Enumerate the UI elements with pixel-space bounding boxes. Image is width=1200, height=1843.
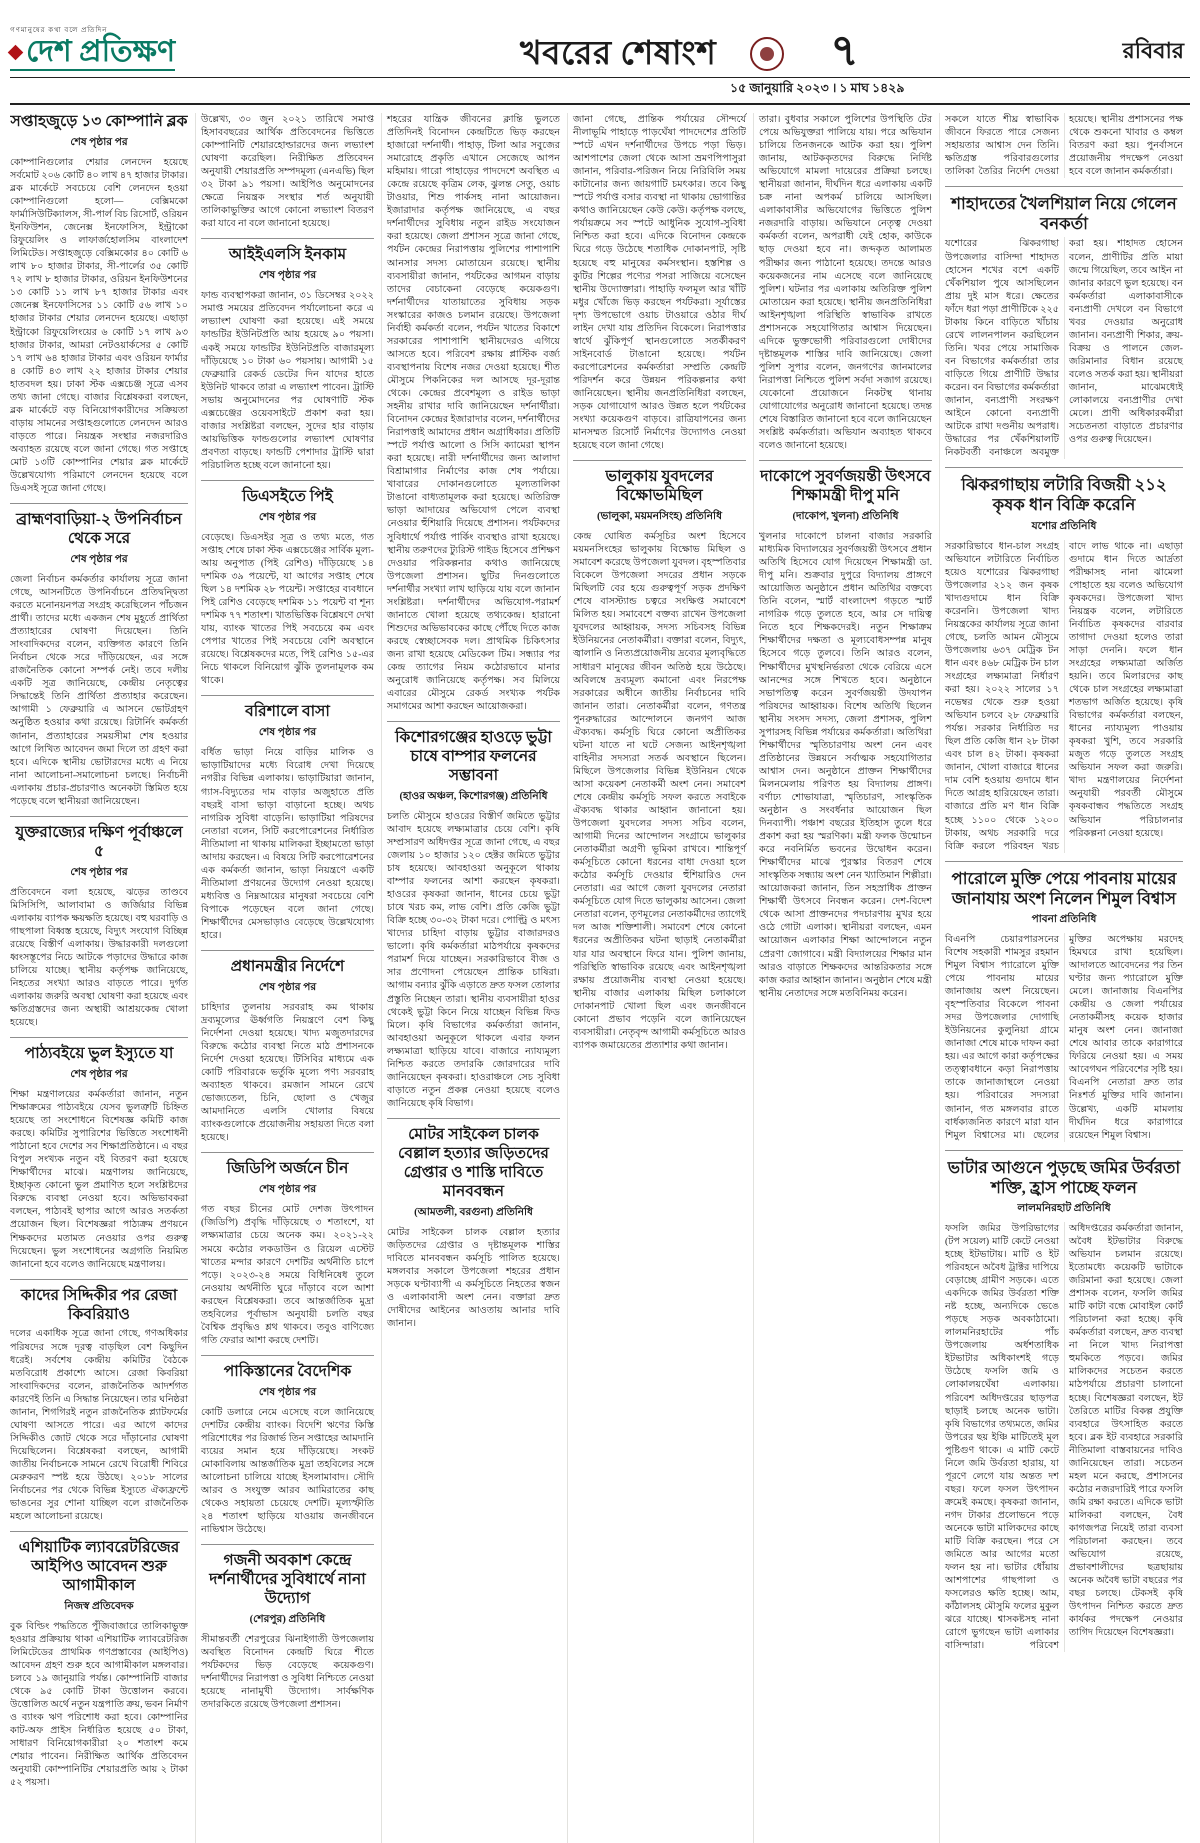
article-body: ফসলি জমির উপরিভাগের (টপ সয়েল) মাটি কেটে নেওয়া হচ্ছে ইটভাটায়। মাটি ও ইট পরিবহনে অবৈধ ট্রাক্টর দাপিয়ে বেড়াচ্ছে গ্রামীণ সড়কে। এতে একদিকে জমির উর্বরতা শক্তি নষ্ট হচ্ছে, অন্যদিকে ভেঙে পড়ছে সড়ক অবকাঠামো। লালমনিরহাটের পাঁচ উপজেলায় অর্ধশতাধিক ইটভাটার অধিকাংশই গড়ে উঠেছে ফসলি জমি ও লোকালয়ঘেঁষা এলাকায়। পরিবেশ অধিদপ্তরের ছাড়পত্র ছাড়াই চলছে অনেক ভাটা। কৃষি বিভাগের তথ্যমতে, জমির উপরের ছয় ইঞ্চি মাটিতেই মূল পুষ্টিগুণ থাকে। এ মাটি কেটে নিলে জমি উর্বরতা হারায়, যা পূরণে লেগে যায় অন্তত দশ বছর। ফলে ফসল উৎপাদন ক্রমেই কমছে। কৃষকরা জানান, নগদ টাকার প্রলোভনে পড়ে অনেকে ভাটা মালিকদের কাছে মাটি বিক্রি করছেন। পরে সে জমিতে আর আগের মতো ফলন হয় না। ভাটার ধোঁয়ায় আশপাশের গাছপালা ও ফসলেরও ক্ষতি হচ্ছে। আম, কাঁঠালসহ মৌসুমি ফলের মুকুল ঝরে যাচ্ছে। শ্বাসকষ্টসহ নানা রোগে ভুগছেন ভাটা এলাকার বাসিন্দারা। পরিবেশ অধিদপ্তরের কর্মকর্তারা জানান, অবৈধ ইটভাটার বিরুদ্ধে অভিযান চলমান রয়েছে। ইতোমধ্যে কয়েকটি ভাটাকে জরিমানা করা হয়েছে। জেলা প্রশাসক বলেন, ফসলি জমির মাটি কাটা বন্ধে মোবাইল কোর্ট পরিচালনা করা হচ্ছে। কৃষি কর্মকর্তারা বলছেন, দ্রুত ব্যবস্থা না নিলে খাদ্য নিরাপত্তা হুমকিতে পড়বে। জমির মালিকদের সচেতন করতে মাঠপর্যায়ে প্রচারণা চালানো হচ্ছে। বিশেষজ্ঞরা বলছেন, ইট তৈরিতে মাটির বিকল্প প্রযুক্তি ব্যবহারে উৎসাহিত করতে হবে। ব্লক ইট ব্যবহারে সরকারি নীতিমালা বাস্তবায়নের দাবিও জানিয়েছেন তারা। সচেতন মহল মনে করছে, প্রশাসনের কঠোর নজরদারিই পারে ফসলি জমি রক্ষা করতে। এদিকে ভাটা মালিকরা বলছেন, বৈধ কাগজপত্র নিয়েই তারা ব্যবসা পরিচালনা করছেন। তবে অভিযোগ রয়েছে, প্রভাবশালীদের ছত্রছায়ায় অনেক অবৈধ ভাটা বছরের পর বছর চলছে। টেকসই কৃষি উৎপাদন নিশ্চিত করতে দ্রুত কার্যকর পদক্ষেপ নেওয়ার তাগিদ দিয়েছেন বিশেষজ্ঞরা। (945, 1222, 1183, 1652)
article-dateline: শেষ পৃষ্ঠার পর (70, 553, 128, 565)
article-dateline: (ভালুকা, ময়মনসিংহ) প্রতিনিধি (597, 511, 722, 523)
article (945, 186, 1183, 459)
emblem-icon (750, 37, 784, 71)
article-body: চাহিদার তুলনায় সরবরাহ কম থাকায় দ্রব্যমূল্যের ঊর্ধ্বগতি নিয়ন্ত্রণে বেশ কিছু নির্দেশনা দেওয়া হয়েছে। খাদ্য মজুতদারদের বিরুদ্ধে কঠোর ব্যবস্থা নিতে মাঠ প্রশাসনকে নির্দেশ দেওয়া হয়েছে। টিসিবির মাধ্যমে এক কোটি পরিবারকে ভর্তুকি মূল্যে পণ্য সরবরাহ অব্যাহত থাকবে। রমজান সামনে রেখে ভোজ্যতেল, চিনি, ছোলা ও খেজুর আমদানিতে এলসি খোলার বিষয়ে ব্যাংকগুলোকে প্রয়োজনীয় সহায়তা দিতে বলা হয়েছে। (201, 1001, 374, 1144)
article (387, 721, 560, 1110)
article-dateline: (দাকোপ, খুলনা) প্রতিনিধি (792, 511, 899, 523)
article-body: বুক বিল্ডিং পদ্ধতিতে পুঁজিবাজারে তালিকাভুক্ত হওয়ার প্রক্রিয়ায় থাকা এশিয়াটিক ল্যাবরেটরিজ লিমিটেডের প্রাথমিক গণপ্রস্তাবের (আইপিও) আবেদন গ্রহণ শুরু হবে আগামীকাল মঙ্গলবার। চলবে ১৯ জানুয়ারি পর্যন্ত। কোম্পানিটি বাজার থেকে ৯৫ কোটি টাকা উত্তোলন করবে। উত্তোলিত অর্থে নতুন যন্ত্রপাতি ক্রয়, ভবন নির্মাণ ও ব্যাংক ঋণ পরিশোধ করা হবে। কোম্পানির কাট-অফ প্রাইস নির্ধারিত হয়েছে ৫০ টাকা, সাধারণ বিনিয়োগকারীরা ২০ শতাংশ কমে শেয়ার পাবেন। নিরীক্ষিত আর্থিক প্রতিবেদন অনুযায়ী কোম্পানিটির শেয়ারপ্রতি আয় ২ টাকা ৫২ পয়সা। (10, 1620, 188, 1789)
article-dateline: শেষ পৃষ্ঠার পর (70, 866, 128, 878)
article-headline: গজনী অবকাশ কেন্দ্রে দর্শনার্থীদের সুবিধার্থে নানা উদ্যোগ (209, 1552, 366, 1608)
article (201, 480, 374, 687)
article-dateline: শেষ পৃষ্ঠার পর (70, 136, 128, 148)
article-body: শহরের যান্ত্রিক জীবনের ক্লান্তি ভুলতে প্রতিদিনই বিনোদন কেন্দ্রটিতে ভিড় করছেন হাজারো দর্শনার্থী। পাহাড়, টিলা আর সবুজের সমারোহে প্রকৃতি এখানে সেজেছে আপন মহিমায়। গারো পাহাড়ের পাদদেশে অবস্থিত এ কেন্দ্রে রয়েছে কৃত্রিম লেক, ঝুলন্ত সেতু, ওয়াচ টাওয়ার, শিশু পার্কসহ নানা আয়োজন। ইজারাদার কর্তৃপক্ষ জানিয়েছে, এ বছর দর্শনার্থীদের সুবিধায় নতুন রাইড সংযোজন করা হয়েছে। জেলা প্রশাসন সূত্রে জানা গেছে, পর্যটন কেন্দ্রের নিরাপত্তায় পুলিশের পাশাপাশি আনসার সদস্য মোতায়েন রয়েছে। স্থানীয় ব্যবসায়ীরা জানান, পর্যটকের আগমন বাড়ায় তাদের বেচাকেনা বেড়েছে কয়েকগুণ। দর্শনার্থীদের যাতায়াতের সুবিধায় সড়ক সংস্কারের কাজও চলমান রয়েছে। উপজেলা নির্বাহী কর্মকর্তা বলেন, পর্যটন খাতের বিকাশে সরকারের পাশাপাশি স্থানীয়দেরও এগিয়ে আসতে হবে। পরিবেশ রক্ষায় প্লাস্টিক বর্জ্য ব্যবস্থাপনায় বিশেষ নজর দেওয়া হয়েছে। শীত মৌসুমে পিকনিকের দল আসছে দূর-দূরান্ত থেকে। কেন্দ্রের প্রবেশমূল্য ও রাইড ভাড়া সহনীয় রাখার দাবি জানিয়েছেন দর্শনার্থীরা। বিনোদন কেন্দ্রের ইজারাদার বলেন, দর্শনার্থীদের নিরাপত্তাই আমাদের প্রধান অগ্রাধিকার। প্রতিটি স্পটে পর্যাপ্ত আলো ও সিসি ক্যামেরা স্থাপন করা হয়েছে। নারী দর্শনার্থীদের জন্য আলাদা বিশ্রামাগার নির্মাণের কাজ শেষ পর্যায়ে। খাবারের দোকানগুলোতে মূল্যতালিকা টাঙানো বাধ্যতামূলক করা হয়েছে। অতিরিক্ত ভাড়া আদায়ের অভিযোগ পেলে ব্যবস্থা নেওয়ার হুঁশিয়ারি দিয়েছে প্রশাসন। পর্যটকদের সুবিধার্থে পর্যাপ্ত পার্কিং ব্যবস্থাও রাখা হয়েছে। স্থানীয় তরুণদের ট্যুরিস্ট গাইড হিসেবে প্রশিক্ষণ দেওয়ার পরিকল্পনার কথাও জানিয়েছে উপজেলা প্রশাসন। ছুটির দিনগুলোতে দর্শনার্থীর সংখ্যা লাখ ছাড়িয়ে যায় বলে জানান সংশ্লিষ্টরা। দর্শনার্থীদের অভিযোগ-পরামর্শ জানাতে খোলা হয়েছে তথ্যকেন্দ্র। হারানো শিশুদের অভিভাবকের কাছে পৌঁছে দিতে কাজ করছে স্বেচ্ছাসেবক দল। প্রাথমিক চিকিৎসার জন্য রাখা হয়েছে মেডিকেল টিম। সন্ধ্যার পর কেন্দ্র ত্যাগের নিয়ম কঠোরভাবে মানার অনুরোধ জানিয়েছে কর্তৃপক্ষ। সব মিলিয়ে এবারের মৌসুমে রেকর্ড সংখ্যক পর্যটক সমাগমের আশা করছেন আয়োজকরা। (387, 114, 560, 713)
article (201, 1544, 374, 1711)
article (201, 695, 374, 942)
article-body: ফান্ড ব্যবস্থাপকরা জানান, ৩১ ডিসেম্বর ২০২২ সমাপ্ত সময়ের প্রতিবেদন পর্যালোচনা করে এ লভ্যাংশ ঘোষণা করা হয়েছে। এই সময়ে ফান্ডটির ইউনিটপ্রতি আয় হয়েছে ৯০ পয়সা। একই সময়ে ফান্ডটির ইউনিটপ্রতি বাজারমূল্য দাঁড়িয়েছে ১০ টাকা ৬০ পয়সায়। আগামী ১৫ ফেব্রুয়ারি রেকর্ড ডেটের দিন যাদের হাতে ইউনিট থাকবে তারা এ লভ্যাংশ পাবেন। ট্রাস্টি সভায় অনুমোদনের পর ঘোষণাটি স্টক এক্সচেঞ্জের ওয়েবসাইটে প্রকাশ করা হয়। বাজার সংশ্লিষ্টরা বলছেন, সুদের হার বাড়ায় আয়ভিত্তিক ফান্ডগুলোর লভ্যাংশ ঘোষণার প্রবণতা বাড়ছে। ফান্ডটি পেশাদার ট্রাস্টি দ্বারা পরিচালিত হচ্ছে বলে জানানো হয়। (201, 290, 374, 471)
article-body: দলের একাধিক সূত্রে জানা গেছে, গণঅধিকার পরিষদের সঙ্গে দূরত্ব বাড়ছিল বেশ কিছুদিন ধরেই। সর্বশেষ কেন্দ্রীয় কমিটির বৈঠকে মতবিরোধ প্রকাশ্যে আসে। রেজা কিবরিয়া সাংবাদিকদের বলেন, রাজনৈতিক আদর্শগত কারণেই তিনি এ সিদ্ধান্ত নিয়েছেন। তার ঘনিষ্ঠরা জানান, শিগগিরই নতুন রাজনৈতিক প্ল্যাটফর্মের ঘোষণা আসতে পারে। এর আগে কাদের সিদ্দিকীও জোট থেকে সরে দাঁড়ানোর ঘোষণা দিয়েছিলেন। বিশ্লেষকরা বলছেন, আগামী জাতীয় নির্বাচনকে সামনে রেখে বিরোধী শিবিরে মেরুকরণ স্পষ্ট হয়ে উঠছে। ২০১৮ সালের নির্বাচনের পর থেকে বিভিন্ন ইস্যুতে ঐক্যফ্রন্টে ভাঙনের সুর শোনা যাচ্ছিল বলে রাজনৈতিক মহলে আলোচনা রয়েছে। (10, 1328, 188, 1523)
articles-grid (10, 113, 1190, 1843)
article-dateline: (শেরপুর) প্রতিনিধি (249, 1614, 326, 1625)
article-headline: পাকিস্তানের বৈদেশিক (223, 1362, 352, 1380)
article-headline: পারোলে মুক্তি পেয়ে পাবনায় মায়ের জানাযায় অংশ নিলেন শিমুল বিশ্বাস (951, 868, 1177, 908)
article-body: বেড়েছে। ডিএসইর সূত্র ও তথ্য মতে, গত সপ্তাহ শেষে ঢাকা স্টক এক্সচেঞ্জের সার্বিক মূল্য-আয় অনুপাত (পিই রেশিও) দাঁড়িয়েছে ১৪ দশমিক ৩৯ পয়েন্টে, যা আগের সপ্তাহ শেষে ছিল ১৪ দশমিক ২৮ পয়েন্ট। সপ্তাহের ব্যবধানে পিই রেশিও বেড়েছে দশমিক ১১ পয়েন্ট বা শূন্য দশমিক ৭৭ শতাংশ। খাতভিত্তিক বিশ্লেষণে দেখা যায়, ব্যাংক খাতের পিই সবচেয়ে কম এবং পেপার খাতের পিই সবচেয়ে বেশি অবস্থানে রয়েছে। বিশ্লেষকদের মতে, পিই রেশিও ১৫-এর নিচে থাকলে বিনিয়োগ ঝুঁকি তুলনামূলক কম থাকে। (201, 531, 374, 687)
masthead-row (10, 24, 1190, 76)
article (387, 1118, 560, 1330)
page-title: খবরের শেষাংশ (520, 36, 717, 72)
column-3 (382, 113, 568, 1843)
logo-text: দেশ প্রতিক্ষণ (26, 35, 176, 68)
article (10, 1037, 188, 1271)
article (201, 1355, 374, 1536)
column-5 (754, 113, 940, 1843)
article-body: সকলে যাতে শীঘ্র স্বাভাবিক জীবনে ফিরতে পারে সেজন্য সহায়তার আশ্বাস দেন তিনি। ক্ষতিগ্রস্ত পরিবারগুলোর তালিকা তৈরির নির্দেশ দেওয়া হয়েছে। স্থানীয় প্রশাসনের পক্ষ থেকে শুকনো খাবার ও কম্বল বিতরণ করা হয়। পুনর্বাসনে প্রয়োজনীয় পদক্ষেপ নেওয়া হবে বলে জানান কর্মকর্তারা। (945, 114, 1183, 178)
article-dateline: (হাওর অঞ্চল, কিশোরগঞ্জ) প্রতিনিধি (399, 790, 548, 802)
brand-mark-icon (8, 44, 24, 60)
article (10, 1531, 188, 1789)
article-dateline: শেষ পৃষ্ঠার পর (258, 981, 317, 993)
article (10, 1279, 188, 1524)
article (10, 113, 188, 495)
article (759, 460, 932, 1000)
logo-tagline: গণমানুষের কথা বলে প্রতিদিন (10, 26, 108, 34)
article-headline: কাদের সিদ্দিকীর পর রেজা কিবরিয়াও (20, 1286, 178, 1323)
article-headline: বরিশালে বাসা (245, 703, 330, 721)
article-body: বিএনপি চেয়ারপারসনের বিশেষ সহকারী শামসুর রহমান শিমুল বিশ্বাস প্যারোলে মুক্তি পেয়ে পাবনায় মায়ের জানাজায় অংশ নিয়েছেন। বৃহস্পতিবার বিকেলে পাবনা সদর উপজেলার দোগাছি ইউনিয়নের কুলুনিয়া গ্রামে জানাজা শেষে মাকে দাফন করা হয়। এর আগে কারা কর্তৃপক্ষের তত্ত্বাবধানে কড়া নিরাপত্তায় তাকে জানাজাস্থলে নেওয়া হয়। পরিবারের সদস্যরা জানান, গত মঙ্গলবার রাতে বার্ধক্যজনিত কারণে মারা যান শিমুল বিশ্বাসের মা। ছেলের মুক্তির অপেক্ষায় মরদেহ হিমঘরে রাখা হয়েছিল। আদালতে আবেদনের পর তিন ঘণ্টার জন্য প্যারোলে মুক্তি মেলে। জানাজায় বিএনপির কেন্দ্রীয় ও জেলা পর্যায়ের নেতাকর্মীসহ কয়েক হাজার মানুষ অংশ নেন। জানাজা শেষে আবার তাকে কারাগারে ফিরিয়ে নেওয়া হয়। এ সময় আবেগঘন পরিবেশের সৃষ্টি হয়। বিএনপি নেতারা দ্রুত তার নিঃশর্ত মুক্তির দাবি জানান। উল্লেখ্য, একটি মামলায় দীর্ঘদিন ধরে কারাগারে রয়েছেন শিমুল বিশ্বাস। (945, 933, 1183, 1141)
emblem-dot-icon (760, 47, 774, 61)
article-dateline: শেষ পৃষ্ঠার পর (258, 511, 317, 523)
article-body: চলতি মৌসুমে হাওরের বিস্তীর্ণ জমিতে ভুট্টার আবাদ হয়েছে লক্ষ্যমাত্রার চেয়ে বেশি। কৃষি সম্প্রসারণ অধিদপ্তর সূত্রে জানা গেছে, এ বছর জেলায় ১০ হাজার ১২০ হেক্টর জমিতে ভুট্টার চাষ হয়েছে। আবহাওয়া অনুকূলে থাকায় বাম্পার ফলনের আশা করছেন কৃষকরা। হাওরের কৃষকরা জানান, ধানের চেয়ে ভুট্টা চাষে খরচ কম, লাভ বেশি। প্রতি কেজি ভুট্টা বিক্রি হচ্ছে ৩০-৩২ টাকা দরে। পোল্ট্রি ও মৎস্য খাদ্যের চাহিদা বাড়ায় ভুট্টার বাজারদরও ভালো। কৃষি কর্মকর্তারা মাঠপর্যায়ে কৃষকদের পরামর্শ দিয়ে যাচ্ছেন। সরকারিভাবে বীজ ও সার প্রণোদনা পেয়েছেন প্রান্তিক চাষিরা। আগাম বন্যার ঝুঁকি এড়াতে দ্রুত ফসল তোলার প্রস্তুতি নিচ্ছেন তারা। স্থানীয় ব্যবসায়ীরা হাওর থেকেই ভুট্টা কিনে নিয়ে যাচ্ছেন বিভিন্ন ফিড মিলে। কৃষি বিভাগের কর্মকর্তারা জানান, আবহাওয়া অনুকূলে থাকলে এবার ফলন লক্ষ্যমাত্রা ছাড়িয়ে যাবে। বাজারে ন্যায্যমূল্য নিশ্চিত করতে তদারকি জোরদারের দাবি জানিয়েছেন কৃষকরা। হাওরাঞ্চলে সেচ সুবিধা বাড়াতে নতুন প্রকল্প নেওয়া হয়েছে বলেও জানিয়েছে কৃষি বিভাগ। (387, 810, 560, 1109)
article-headline: শাহাদতের খৈলশিয়াল নিয়ে গেলেন বনকর্তা (951, 194, 1177, 234)
article-headline: ঝিকরগাছায় লটারি বিজয়ী ২১২ কৃষক ধান বিক্রি করেনি (961, 475, 1167, 515)
article-dateline: পাবনা প্রতিনিধি (1031, 913, 1097, 925)
page-header (10, 24, 1190, 105)
article-body: বর্ধিত ভাড়া নিয়ে বাড়ির মালিক ও ভাড়াটিয়াদের মধ্যে বিরোধ দেখা দিয়েছে নগরীর বিভিন্ন এলাকায়। ভাড়াটিয়ারা জানান, গ্যাস-বিদ্যুতের দাম বাড়ার অজুহাতে প্রতি বছরই বাসা ভাড়া বাড়ানো হচ্ছে। অথচ নাগরিক সুবিধা বাড়েনি। ভাড়াটিয়া পরিষদের নেতারা বলেন, সিটি করপোরেশনের নির্ধারিত নীতিমালা না থাকায় মালিকরা ইচ্ছামতো ভাড়া আদায় করছেন। এ বিষয়ে সিটি করপোরেশনের এক কর্মকর্তা জানান, ভাড়া নিয়ন্ত্রণে একটি নীতিমালা প্রণয়নের উদ্যোগ নেওয়া হয়েছে। মধ্যবিত্ত ও নিম্নআয়ের মানুষরা সবচেয়ে বেশি বিপাকে পড়েছেন বলে জানা গেছে। শিক্ষার্থীদের মেসভাড়াও বেড়েছে উল্লেখযোগ্য হারে। (201, 747, 374, 942)
article-body: মোটর সাইকেল চালক বেল্লাল হত্যার জড়িতদের গ্রেপ্তার ও দৃষ্টান্তমূলক শাস্তির দাবিতে মানববন্ধন কর্মসূচি পালিত হয়েছে। মঙ্গলবার সকালে উপজেলা শহরের প্রধান সড়কে ঘণ্টাব্যাপী এ কর্মসূচিতে নিহতের স্বজন ও এলাকাবাসী অংশ নেন। বক্তারা দ্রুত দোষীদের আইনের আওতায় আনার দাবি জানান। (387, 1226, 560, 1329)
article-body: শিক্ষা মন্ত্রণালয়ের কর্মকর্তারা জানান, নতুন শিক্ষাক্রমের পাঠ্যবইয়ে যেসব ভুলত্রুটি চিহ্নিত হয়েছে তা সংশোধনে বিশেষজ্ঞ কমিটি কাজ করছে। কমিটির সুপারিশের ভিত্তিতে সংশোধনী পাঠানো হবে দেশের সব শিক্ষাপ্রতিষ্ঠানে। এ বছর বিপুল সংখ্যক নতুন বই বিতরণ করা হয়েছে শিক্ষার্থীদের মাঝে। মন্ত্রণালয় জানিয়েছে, ইচ্ছাকৃত কোনো ভুল প্রমাণিত হলে সংশ্লিষ্টদের বিরুদ্ধে ব্যবস্থা নেওয়া হবে। অভিভাবকরা বলছেন, পাঠ্যবই ছাপার আগে আরও সতর্কতা প্রয়োজন ছিল। বিশেষজ্ঞরা পাঠ্যক্রম প্রণয়নে শিক্ষকদের মতামত নেওয়ার ওপর গুরুত্ব দিয়েছেন। ভুল সংশোধনের অগ্রগতি নিয়মিত জানানো হবে বলেও জানিয়েছে মন্ত্রণালয়। (10, 1089, 188, 1270)
article-headline: প্রধানমন্ত্রীর নির্দেশে (230, 958, 345, 976)
article-headline: পাঠ্যবইয়ে ভুল ইস্যুতে যা (24, 1045, 174, 1063)
logo-name-row (10, 37, 175, 71)
article-body: তারা। বুধবার সকালে পুলিশের উপস্থিতি টের পেয়ে অভিযুক্তরা পালিয়ে যায়। পরে অভিযান চালিয়ে তিনজনকে আটক করা হয়। পুলিশ জানায়, আটককৃতদের বিরুদ্ধে নির্দিষ্ট অভিযোগে মামলা দায়েরের প্রক্রিয়া চলছে। স্থানীয়রা জানান, দীর্ঘদিন ধরে এলাকায় একটি চক্র নানা অপকর্ম চালিয়ে আসছিল। এলাকাবাসীর অভিযোগের ভিত্তিতে পুলিশ নজরদারি বাড়ায়। অভিযানে নেতৃত্ব দেওয়া কর্মকর্তা বলেন, অপরাধী যেই হোক, কাউকে ছাড় দেওয়া হবে না। জব্দকৃত আলামত পরীক্ষার জন্য পাঠানো হয়েছে। তদন্তে আরও কয়েকজনের নাম এসেছে বলে জানিয়েছে পুলিশ। ঘটনার পর এলাকায় অতিরিক্ত পুলিশ মোতায়েন করা হয়েছে। স্থানীয় জনপ্রতিনিধিরা আইনশৃঙ্খলা পরিস্থিতি স্বাভাবিক রাখতে প্রশাসনকে সহযোগিতার আশ্বাস দিয়েছেন। এদিকে ভুক্তভোগী পরিবারগুলো দোষীদের দৃষ্টান্তমূলক শাস্তির দাবি জানিয়েছে। জেলা পুলিশ সুপার বলেন, জনগণের জানমালের নিরাপত্তা নিশ্চিতে পুলিশ সর্বদা সজাগ রয়েছে। যেকোনো প্রয়োজনে নিকটস্থ থানায় যোগাযোগের অনুরোধ জানানো হয়েছে। তদন্ত শেষে বিস্তারিত জানানো হবে বলে জানিয়েছেন সংশ্লিষ্ট কর্মকর্তারা। অভিযান অব্যাহত থাকবে বলেও জানানো হয়েছে। (759, 114, 932, 452)
article (573, 460, 746, 1052)
page-number: ৭ (830, 26, 859, 76)
weekday-label: রবিবার (1122, 38, 1184, 63)
date-line: ১৫ জানুয়ারি ২০২৩ । ১ মাঘ ১৪২৯ (730, 81, 905, 95)
article-headline: ভালুকায় যুবদলের বিক্ষোভমিছিল (605, 468, 714, 505)
article (10, 816, 188, 1029)
article-dateline: যশোর প্রতিনিধি (1031, 520, 1097, 532)
article-dateline: শেষ পৃষ্ঠার পর (258, 1184, 317, 1196)
article (10, 503, 188, 808)
article-body: খুলনার দাকোপে চালনা বাজার সরকারি মাধ্যমিক বিদ্যালয়ের সুবর্ণজয়ন্তী উৎসবে প্রধান অতিথি হিসেবে যোগ দিয়েছেন শিক্ষামন্ত্রী ডা. দীপু মনি। শুক্রবার দুপুরে বিদ্যালয় প্রাঙ্গণে আয়োজিত অনুষ্ঠানে প্রধান অতিথির বক্তব্যে তিনি বলেন, স্মার্ট বাংলাদেশ গড়তে স্মার্ট নাগরিক গড়ে তুলতে হবে, আর সে দায়িত্ব নিতে হবে শিক্ষকদেরই। নতুন শিক্ষাক্রম শিক্ষার্থীদের দক্ষতা ও মূল্যবোধসম্পন্ন মানুষ হিসেবে গড়ে তুলবে। তিনি আরও বলেন, শিক্ষার্থীদের মুখস্থনির্ভরতা থেকে বেরিয়ে এসে আনন্দের সঙ্গে শিখতে হবে। অনুষ্ঠানে সভাপতিত্ব করেন সুবর্ণজয়ন্তী উদযাপন পরিষদের আহ্বায়ক। বিশেষ অতিথি ছিলেন স্থানীয় সংসদ সদস্য, জেলা প্রশাসক, পুলিশ সুপারসহ বিভিন্ন পর্যায়ের কর্মকর্তারা। অতিথিরা শিক্ষার্থীদের স্মৃতিচারণায় অংশ নেন এবং প্রতিষ্ঠানের উন্নয়নে সর্বাত্মক সহযোগিতার আশ্বাস দেন। অনুষ্ঠানে প্রাক্তন শিক্ষার্থীদের মিলনমেলায় পরিণত হয় বিদ্যালয় প্রাঙ্গণ। বর্ণাঢ্য শোভাযাত্রা, স্মৃতিচারণ, সাংস্কৃতিক অনুষ্ঠান ও সংবর্ধনার আয়োজন ছিল দিনব্যাপী। পঞ্চাশ বছরের ইতিহাস তুলে ধরে প্রকাশ করা হয় স্মরণিকা। মন্ত্রী ফলক উন্মোচন করে নবনির্মিত ভবনের উদ্বোধন করেন। শিক্ষার্থীদের মাঝে পুরস্কার বিতরণ শেষে সাংস্কৃতিক সন্ধ্যায় অংশ নেন খ্যাতিমান শিল্পীরা। আয়োজকরা জানান, তিন সহস্রাধিক প্রাক্তন শিক্ষার্থী উৎসবে নিবন্ধন করেন। দেশ-বিদেশ থেকে আসা প্রাক্তনদের পদচারণায় মুখর হয়ে ওঠে গোটা এলাকা। স্থানীয়রা বলছেন, এমন আয়োজন এলাকার শিক্ষা আন্দোলনে নতুন প্রেরণা জোগাবে। মন্ত্রী বিদ্যালয়ের শিক্ষার মান আরও বাড়াতে শিক্ষকদের আন্তরিকতার সঙ্গে কাজ করার আহ্বান জানান। অনুষ্ঠান শেষে মন্ত্রী স্থানীয় নেতাদের সঙ্গে মতবিনিময় করেন। (759, 531, 932, 999)
article-headline: সপ্তাহজুড়ে ১৩ কোম্পানি ব্লক (10, 113, 188, 130)
article-headline: জিডিপি অর্জনে চীন (226, 1160, 349, 1178)
date-bar (10, 77, 1190, 105)
article-dateline: নিজস্ব প্রতিবেদক (64, 1600, 134, 1612)
article-headline: ব্রাহ্মণবাড়িয়া-২ উপনির্বাচন থেকে সরে (16, 511, 182, 548)
article-continuation (573, 113, 746, 452)
article-body: কোটি ডলারে নেমে এসেছে বলে জানিয়েছে দেশটির কেন্দ্রীয় ব্যাংক। বিদেশি ঋণের কিস্তি পরিশোধের পর রিজার্ভ তিন সপ্তাহের আমদানি ব্যয়ের সমান হয়ে দাঁড়িয়েছে। সংকট মোকাবিলায় আন্তর্জাতিক মুদ্রা তহবিলের সঙ্গে আলোচনা চালিয়ে যাচ্ছে ইসলামাবাদ। সৌদি আরব ও সংযুক্ত আরব আমিরাতের কাছ থেকেও সহায়তা চেয়েছে দেশটি। মূল্যস্ফীতি ২৪ শতাংশ ছাড়িয়ে যাওয়ায় জনজীবনে নাভিশ্বাস উঠেছে। (201, 1406, 374, 1536)
article-body: জেলা নির্বাচন কর্মকর্তার কার্যালয় সূত্রে জানা গেছে, আসনটিতে উপনির্বাচনে প্রতিদ্বন্দ্বিতা করতে মনোনয়নপত্র সংগ্রহ করেছিলেন পাঁচজন প্রার্থী। তাদের মধ্যে একজন শেষ মুহূর্তে প্রার্থিতা প্রত্যাহারের ঘোষণা দিয়েছেন। তিনি সাংবাদিকদের বলেন, ব্যক্তিগত কারণে তিনি নির্বাচন থেকে সরে দাঁড়িয়েছেন, এর সঙ্গে রাজনৈতিক কোনো সম্পর্ক নেই। তবে দলীয় একটি সূত্র জানিয়েছে, কেন্দ্রীয় নেতৃত্বের সিদ্ধান্তেই তিনি প্রার্থিতা প্রত্যাহার করেছেন। আগামী ১ ফেব্রুয়ারি এ আসনে ভোটগ্রহণ অনুষ্ঠিত হওয়ার কথা রয়েছে। রিটার্নিং কর্মকর্তা জানান, প্রত্যাহারের সময়সীমা শেষ হওয়ার আগে লিখিত আবেদন জমা দিলে তা গ্রহণ করা হবে। এদিকে স্থানীয় ভোটারদের মধ্যে এ নিয়ে নানা আলোচনা-সমালোচনা চলছে। নির্বাচনী এলাকায় প্রচার-প্রচারণাও অনেকটা স্তিমিত হয়ে পড়েছে বলে স্থানীয়রা জানিয়েছেন। (10, 573, 188, 807)
article-headline: এশিয়াটিক ল্যাবরেটরিজের আইপিও আবেদন শুরু আগামীকাল (18, 1539, 180, 1594)
article-body: গত বছর চীনের মোট দেশজ উৎপাদন (জিডিপি) প্রবৃদ্ধি দাঁড়িয়েছে ৩ শতাংশে, যা লক্ষ্যমাত্রার চেয়ে অনেক কম। ২০২১-২২ সময়ে কঠোর লকডাউন ও রিয়েল এস্টেট খাতের মন্দার কারণে দেশটির অর্থনীতি চাপে পড়ে। ২০২৩-২৪ সময়ে বিধিনিষেধ তুলে নেওয়ায় অর্থনীতি ঘুরে দাঁড়াবে বলে আশা করছেন বিশ্লেষকরা। তবে আন্তর্জাতিক মুদ্রা তহবিলের পূর্বাভাস অনুযায়ী চলতি বছর বৈশ্বিক প্রবৃদ্ধিও শ্লথ থাকবে। তবুও বাণিজ্যে গতি ফেরার আশা করছে দেশটি। (201, 1204, 374, 1346)
article-dateline: শেষ পৃষ্ঠার পর (258, 727, 317, 739)
article-dateline: (আমতলী, বরগুনা) প্রতিনিধি (414, 1206, 533, 1218)
article (201, 950, 374, 1144)
article-body: কেন্দ্র ঘোষিত কর্মসূচির অংশ হিসেবে ময়মনসিংহের ভালুকায় বিক্ষোভ মিছিল ও সমাবেশ করেছে উপজেলা যুবদল। বৃহস্পতিবার বিকেলে উপজেলা সদরের প্রধান সড়কে মিছিলটি বের হয়ে গুরুত্বপূর্ণ সড়ক প্রদক্ষিণ শেষে বাসস্ট্যান্ড চত্বরে সংক্ষিপ্ত সমাবেশে মিলিত হয়। সমাবেশে বক্তব্য রাখেন উপজেলা যুবদলের আহ্বায়ক, সদস্য সচিবসহ বিভিন্ন ইউনিয়নের নেতাকর্মীরা। বক্তারা বলেন, বিদ্যুৎ, জ্বালানি ও নিত্যপ্রয়োজনীয় দ্রব্যের মূল্যবৃদ্ধিতে সাধারণ মানুষের জীবন অতিষ্ঠ হয়ে উঠেছে। অবিলম্বে দ্রব্যমূল্য কমানো এবং নিরপেক্ষ সরকারের অধীনে জাতীয় নির্বাচনের দাবি জানান তারা। নেতাকর্মীরা বলেন, গণতন্ত্র পুনরুদ্ধারের আন্দোলনে জনগণ আজ ঐক্যবদ্ধ। কর্মসূচি ঘিরে কোনো অপ্রীতিকর ঘটনা যাতে না ঘটে সেজন্য আইনশৃঙ্খলা বাহিনীর সদস্যরা সতর্ক অবস্থানে ছিলেন। মিছিলে উপজেলার বিভিন্ন ইউনিয়ন থেকে আসা কয়েকশ নেতাকর্মী অংশ নেন। সমাবেশ শেষে কেন্দ্রীয় কর্মসূচি সফল করতে সবাইকে ঐক্যবদ্ধ থাকার আহ্বান জানানো হয়। উপজেলা যুবদলের সদস্য সচিব বলেন, আগামী দিনের আন্দোলন সংগ্রামে ভালুকার নেতাকর্মীরা অগ্রণী ভূমিকা রাখবে। শান্তিপূর্ণ কর্মসূচিতে কোনো ধরনের বাধা দেওয়া হলে কঠোর কর্মসূচি দেওয়ার হুঁশিয়ারিও দেন নেতারা। এর আগে জেলা যুবদলের নেতারা কর্মসূচিতে যোগ দিতে ভালুকায় আসেন। জেলা নেতারা বলেন, তৃণমূলের নেতাকর্মীদের ত্যাগেই দল আজ শক্তিশালী। সমাবেশ শেষে কোনো ধরনের অপ্রীতিকর ঘটনা ছাড়াই নেতাকর্মীরা যার যার অবস্থানে ফিরে যান। পুলিশ জানায়, পরিস্থিতি স্বাভাবিক রয়েছে এবং আইনশৃঙ্খলা রক্ষায় প্রয়োজনীয় ব্যবস্থা নেওয়া হয়েছে। স্থানীয় বাজার এলাকায় মিছিল চলাকালে দোকানপাট খোলা ছিল এবং জনজীবনে কোনো প্রভাব পড়েনি বলে জানিয়েছেন ব্যবসায়ীরা। নেতৃবৃন্দ আগামী কর্মসূচিতে আরও ব্যাপক জমায়েতের প্রত্যাশার কথা জানান। (573, 531, 746, 1051)
article-headline: মোটর সাইকেল চালক বেল্লাল হত্যার জড়িতদের গ্রেপ্তার ও শাস্তি দাবিতে মানববন্ধন (398, 1125, 549, 1200)
article-body: প্রতিবেদনে বলা হয়েছে, ঝড়ের তাণ্ডবে মিসিসিপি, আলাবামা ও জর্জিয়ার বিভিন্ন এলাকায় ব্যাপক ক্ষয়ক্ষতি হয়েছে। বহু ঘরবাড়ি ও গাছপালা বিধ্বস্ত হয়েছে, বিদ্যুৎ সংযোগ বিচ্ছিন্ন রয়েছে বিস্তীর্ণ এলাকায়। উদ্ধারকারী দলগুলো ধ্বংসস্তূপের নিচে আটকে পড়াদের উদ্ধারে কাজ চালিয়ে যাচ্ছে। স্থানীয় কর্তৃপক্ষ জানিয়েছে, নিহতের সংখ্যা আরও বাড়তে পারে। দুর্গত এলাকায় জরুরি অবস্থা ঘোষণা করা হয়েছে এবং ক্ষতিগ্রস্তদের জন্য অস্থায়ী আশ্রয়কেন্দ্র খোলা হয়েছে। (10, 886, 188, 1029)
article-headline: কিশোরগঞ্জের হাওড়ে ভুট্টা চাষে বাম্পার ফলনের সম্ভাবনা (395, 729, 552, 784)
article-dateline: শেষ পৃষ্ঠার পর (258, 1386, 317, 1398)
article-headline: ভাটার আগুনে পুড়ছে জমির উর্বরতা শক্তি, হ্রাস পাচ্ছে ফলন (947, 1157, 1181, 1197)
article (945, 861, 1183, 1142)
article-continuation (945, 113, 1183, 178)
article-dateline: শেষ পৃষ্ঠার পর (70, 1069, 128, 1081)
article-headline: যুক্তরাজ্যের দক্ষিণ পূর্বাঞ্চলে ৫ (15, 823, 183, 860)
article (201, 1152, 374, 1346)
article-continuation (387, 113, 560, 713)
article-continuation (759, 113, 932, 452)
article-body: সীমান্তবর্তী শেরপুরের ঝিনাইগাতী উপজেলায় অবস্থিত বিনোদন কেন্দ্রটি ঘিরে শীতে পর্যটকদের ভিড় বেড়েছে কয়েকগুণ। দর্শনার্থীদের নিরাপত্তা ও সুবিধা নিশ্চিতে নেওয়া হয়েছে নানামুখী উদ্যোগ। সার্বক্ষণিক তদারকিতে রয়েছে উপজেলা প্রশাসন। (201, 1634, 374, 1711)
column-6 (940, 113, 1190, 1843)
article-headline: দাকোপে সুবর্ণজয়ন্তী উৎসবে শিক্ষামন্ত্রী দীপু মনি (760, 468, 931, 505)
newspaper-logo (10, 24, 310, 71)
article (945, 1150, 1183, 1653)
article-body: উল্লেখ্য, ৩০ জুন ২০২১ তারিখে সমাপ্ত হিসাববছরের আর্থিক প্রতিবেদনের ভিত্তিতে কোম্পানিটি শেয়ারহোল্ডারদের জন্য লভ্যাংশ ঘোষণা করেছিল। নিরীক্ষিত প্রতিবেদন অনুযায়ী শেয়ারপ্রতি সম্পদমূল্য (এনএভি) ছিল ৩২ টাকা ৯১ পয়সা। আইপিও অনুমোদনের ক্ষেত্রে নিয়ন্ত্রক সংস্থার শর্ত অনুযায়ী তালিকাভুক্তির আগে কোনো লভ্যাংশ বিতরণ করা যাবে না বলে জানানো হয়েছে। (201, 114, 374, 230)
article-dateline: লালমনিরহাট প্রতিনিধি (1017, 1202, 1111, 1214)
article (201, 238, 374, 472)
article-body: কোম্পানিগুলোর শেয়ার লেনদেন হয়েছে সর্বমোট ২০৬ কোটি ৪০ লাখ ৪৭ হাজার টাকার। ব্লক মার্কেটে সবচেয়ে বেশি লেনদেন হওয়া কোম্পানিগুলো হলো— বেক্সিমকো ফার্মাসিউটিক্যালস, সী-পার্ল বিচ রিসোর্ট, ওরিয়ন ইনফিউশন, জেনেক্স ইনফোসিস, ইন্ট্রাকো রিফুয়েলিং ও লাফার্জহোলসিম বাংলাদেশ লিমিটেড। সপ্তাহজুড়ে বেক্সিমকোর ৪০ কোটি ৬ লাখ ৮০ হাজার টাকার, সী-পার্লের ৩৫ কোটি ৭২ লাখ ৮ হাজার টাকার, ওরিয়ন ইনফিউশনের ১৩ কোটি ১১ লাখ ৮৭ হাজার টাকার এবং জেনেক্স ইনফোসিসের ১১ কোটি ৫৬ লাখ ১০ হাজার টাকার শেয়ার লেনদেন হয়েছে। এছাড়া ইন্ট্রাকো রিফুয়েলিংয়ের ৬ কোটি ১৭ লাখ ৯৩ হাজার টাকার, আমরা নেটওয়ার্কসের ৫ কোটি ১৭ লাখ ৬৪ হাজার টাকার এবং ওরিয়ন ফার্মার ৪ কোটি ৪৩ লাখ ২২ হাজার টাকার শেয়ার হাতবদল হয়। ঢাকা স্টক এক্সচেঞ্জ সূত্রে এসব তথ্য জানা গেছে। বাজার বিশ্লেষকরা বলছেন, ব্লক মার্কেটে বড় বিনিয়োগকারীদের সক্রিয়তা বাড়ায় সামনের সপ্তাহগুলোতে লেনদেন আরও বাড়তে পারে। নিয়ন্ত্রক সংস্থার নজরদারিও অব্যাহত রয়েছে বলে জানা গেছে। গত সপ্তাহে মোট ১৩টি কোম্পানির শেয়ার ব্লক মার্কেটে উল্লেখযোগ্য পরিমাণে লেনদেন হয়েছে বলে ডিএসই সূত্রে জানা গেছে। (10, 156, 188, 495)
article (945, 467, 1183, 852)
column-4 (568, 113, 754, 1843)
article-headline: আইইএলসি ইনকাম (228, 246, 347, 264)
column-2 (196, 113, 382, 1843)
article-headline: ডিএসইতে পিই (242, 487, 333, 505)
article-body: জানা গেছে, প্রান্তিক পর্যায়ের সৌন্দর্যে নীলাভূমি পাহাড়ে পাড়ঘে‌ঁষা পাদদেশের প্রতিটি স্পটে এখন দর্শনার্থীদের উপচে পড়া ভিড়। আশপাশের জেলা থেকে আসা ভ্রমণপিপাসুরা জানান, পরিবার-পরিজন নিয়ে নিরিবিলি সময় কাটানোর জন্য জায়গাটি চমৎকার। তবে কিছু স্পটে পর্যাপ্ত বসার ব্যবস্থা না থাকায় ভোগান্তির কথাও জানিয়েছেন কেউ কেউ। কর্তৃপক্ষ বলছে, পর্যায়ক্রমে সব স্পটে আধুনিক সুযোগ-সুবিধা নিশ্চিত করা হবে। এদিকে বিনোদন কেন্দ্রকে ঘিরে গড়ে উঠেছে শতাধিক দোকানপাট, সৃষ্টি হয়েছে বহু মানুষের কর্মসংস্থান। হস্তশিল্প ও কুটির শিল্পের পণ্যের পসরা সাজিয়ে বসেছেন স্থানীয় উদ্যোক্তারা। পাহাড়ি ফলমূল আর খাঁটি মধুর খোঁজে ভিড় করছেন পর্যটকরা। সূর্যাস্তের দৃশ্য উপভোগে ওয়াচ টাওয়ারে ওঠার দীর্ঘ লাইন দেখা যায় প্রতিদিন বিকেলে। নিরাপত্তার স্বার্থে ঝুঁকিপূর্ণ স্থানগুলোতে সতর্কীকরণ সাইনবোর্ড টাঙানো হয়েছে। পর্যটন করপোরেশনের কর্মকর্তারা সম্প্রতি কেন্দ্রটি পরিদর্শন করে উন্নয়ন পরিকল্পনার কথা জানিয়েছেন। স্থানীয় জনপ্রতিনিধিরা বলছেন, সড়ক যোগাযোগ আরও উন্নত হলে পর্যটকের সংখ্যা কয়েকগুণ বাড়বে। রাত্রিযাপনের জন্য মানসম্মত রিসোর্ট নির্মাণের উদ্যোগও নেওয়া হয়েছে বলে জানা গেছে। (573, 114, 746, 452)
article-continuation (201, 113, 374, 230)
column-1 (10, 113, 196, 1843)
article-dateline: শেষ পৃষ্ঠার পর (258, 270, 317, 282)
article-body: সরকারিভাবে ধান-চাল সংগ্রহ অভিযানে লটারিতে নির্বাচিত হয়েও যশোরের ঝিকরগাছা উপজেলার ২১২ জন কৃষক খাদ্যগুদামে ধান বিক্রি করেননি। উপজেলা খাদ্য নিয়ন্ত্রকের কার্যালয় সূত্রে জানা গেছে, চলতি আমন মৌসুমে উপজেলায় ৬৩৭ মেট্রিক টন ধান এবং ৪৬৮ মেট্রিক টন চাল সংগ্রহের লক্ষ্যমাত্রা নির্ধারণ করা হয়। ২০২২ সালের ১৭ নভেম্বর থেকে শুরু হওয়া অভিযান চলবে ২৮ ফেব্রুয়ারি পর্যন্ত। সরকার নির্ধারিত দর ছিল প্রতি কেজি ধান ২৮ টাকা এবং চাল ৪২ টাকা। কৃষকরা জানান, খোলা বাজারে ধানের দাম বেশি হওয়ায় গুদামে ধান দিতে আগ্রহ হারিয়েছেন তারা। বাজারে প্রতি মণ ধান বিক্রি হচ্ছে ১১০০ থেকে ১২০০ টাকায়, অথচ সরকারি দরে বিক্রি করলে পরিবহন খরচ বাদে লাভ থাকে না। এছাড়া গুদামে ধান দিতে আর্দ্রতা পরীক্ষাসহ নানা ঝামেলা পোহাতে হয় বলেও অভিযোগ কৃষকদের। উপজেলা খাদ্য নিয়ন্ত্রক বলেন, লটারিতে নির্বাচিত কৃষকদের বারবার তাগাদা দেওয়া হলেও তারা সাড়া দেননি। ফলে ধান সংগ্রহের লক্ষ্যমাত্রা অর্জিত হয়নি। তবে মিলারদের কাছ থেকে চাল সংগ্রহের লক্ষ্যমাত্রা শতভাগ অর্জিত হয়েছে। কৃষি বিভাগের কর্মকর্তারা বলছেন, ধানের ন্যায্যমূল্য পাওয়ায় কৃষকরা খুশি, তবে সরকারি মজুত গড়ে তুলতে সংগ্রহ অভিযান সফল করা জরুরি। খাদ্য মন্ত্রণালয়ের নির্দেশনা অনুযায়ী পরবর্তী মৌসুমে কৃষকবান্ধব পদ্ধতিতে সংগ্রহ অভিযান পরিচালনার পরিকল্পনা নেওয়া হয়েছে। (945, 540, 1183, 852)
article-body: যশোরের ঝিকরগাছা উপজেলার বাসিন্দা শাহাদত হোসেন শখের বশে একটি খেঁকশিয়াল পুষে আসছিলেন প্রায় দুই মাস ধরে। ক্ষেতের ফাঁদে ধরা পড়া প্রাণীটিকে ২২৫ টাকায় কিনে বাড়িতে খাঁচায় রেখে লালনপালন করছিলেন তিনি। খবর পেয়ে সামাজিক বন বিভাগের কর্মকর্তারা তার বাড়িতে গিয়ে প্রাণীটি উদ্ধার করেন। বন বিভাগের কর্মকর্তারা জানান, বন্যপ্রাণী সংরক্ষণ আইনে কোনো বন্যপ্রাণী আটকে রাখা দণ্ডনীয় অপরাধ। উদ্ধারের পর খেঁকশিয়ালটি নিকটবর্তী বনাঞ্চলে অবমুক্ত করা হয়। শাহাদত হোসেন বলেন, প্রাণীটির প্রতি মায়া জন্মে গিয়েছিল, তবে আইন না জানার কারণে ভুল হয়েছে। বন কর্মকর্তারা এলাকাবাসীকে বন্যপ্রাণী দেখলে বন বিভাগে খবর দেওয়ার অনুরোধ জানান। বন্যপ্রাণী শিকার, ক্রয়-বিক্রয় ও পালনে জেল-জরিমানার বিধান রয়েছে বলেও সতর্ক করা হয়। স্থানীয়রা জানান, মাঝেমধ্যেই লোকালয়ে বন্যপ্রাণীর দেখা মেলে। প্রাণী অধিকারকর্মীরা সচেতনতা বাড়াতে প্রচারণার ওপর গুরুত্ব দিয়েছেন। (945, 238, 1183, 459)
